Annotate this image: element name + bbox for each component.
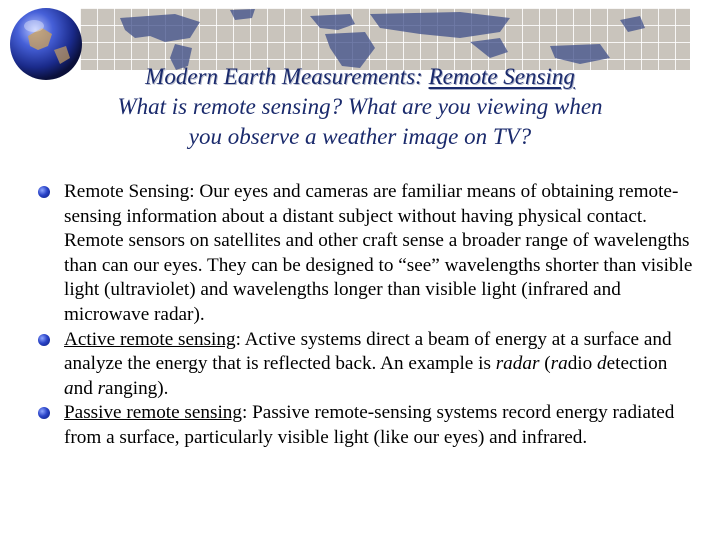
world-map-icon: [80, 8, 690, 70]
acronym-d: d: [597, 353, 607, 375]
bullet-icon: [38, 407, 50, 419]
acronym-dio: dio: [567, 353, 598, 375]
paren-close: ).: [157, 377, 169, 399]
acronym-r: r: [97, 377, 106, 399]
term-remote-sensing: Remote Sensing: [64, 181, 190, 202]
bullet-icon: [38, 334, 50, 346]
title-line-2: What is remote sensing? What are you viewing when: [117, 94, 603, 119]
term-colon: :: [189, 181, 200, 202]
bullet-list: [38, 180, 698, 451]
bullet-icon: [38, 186, 50, 198]
title-remote-sensing-link[interactable]: Remote Sensing: [428, 64, 575, 89]
acronym-ra: ra: [550, 353, 568, 375]
slide-title: [20, 62, 700, 152]
passive-description: Passive remote-sensing systems record energy radiated from a surface, particularly visible light (like our eyes) and infrared.: [64, 402, 675, 448]
remote-sensing-description: Our eyes and cameras are familiar means of obtaining remote-sensing information about a distant subject without having physical contact. Remote sensors on satellites and other craft sense a broader range of wavelengths than can our eyes. They can be designed to “see” wavelengths shorter than visible light (ultraviolet) and wavelengths longer than visible light (infrared and microwave radar).: [64, 181, 693, 325]
radar-term: radar: [495, 353, 540, 375]
bullet-item-active: [38, 328, 698, 402]
active-description: Active systems direct a beam of energy at a surface and analyze the energy that is reflected back. An example is: [64, 328, 672, 375]
bullet-item-passive: [38, 401, 698, 450]
term-colon: :: [242, 402, 253, 424]
paren-open: (: [539, 353, 551, 375]
term-colon: :: [235, 328, 245, 350]
bullet-item-remote-sensing: [38, 180, 698, 328]
term-passive-remote-sensing[interactable]: Passive remote sensing: [64, 402, 242, 424]
acronym-nd: nd: [73, 377, 98, 399]
title-line-1: [20, 62, 700, 92]
world-map-banner: [80, 8, 690, 70]
title-line-3: you observe a weather image on TV?: [188, 124, 532, 149]
term-active-remote-sensing[interactable]: Active remote sensing: [64, 328, 236, 350]
title-prefix: Modern Earth Measurements:: [145, 64, 429, 89]
acronym-etection: etection: [606, 353, 668, 375]
acronym-a: a: [64, 377, 74, 399]
acronym-anging: anging: [105, 377, 158, 399]
